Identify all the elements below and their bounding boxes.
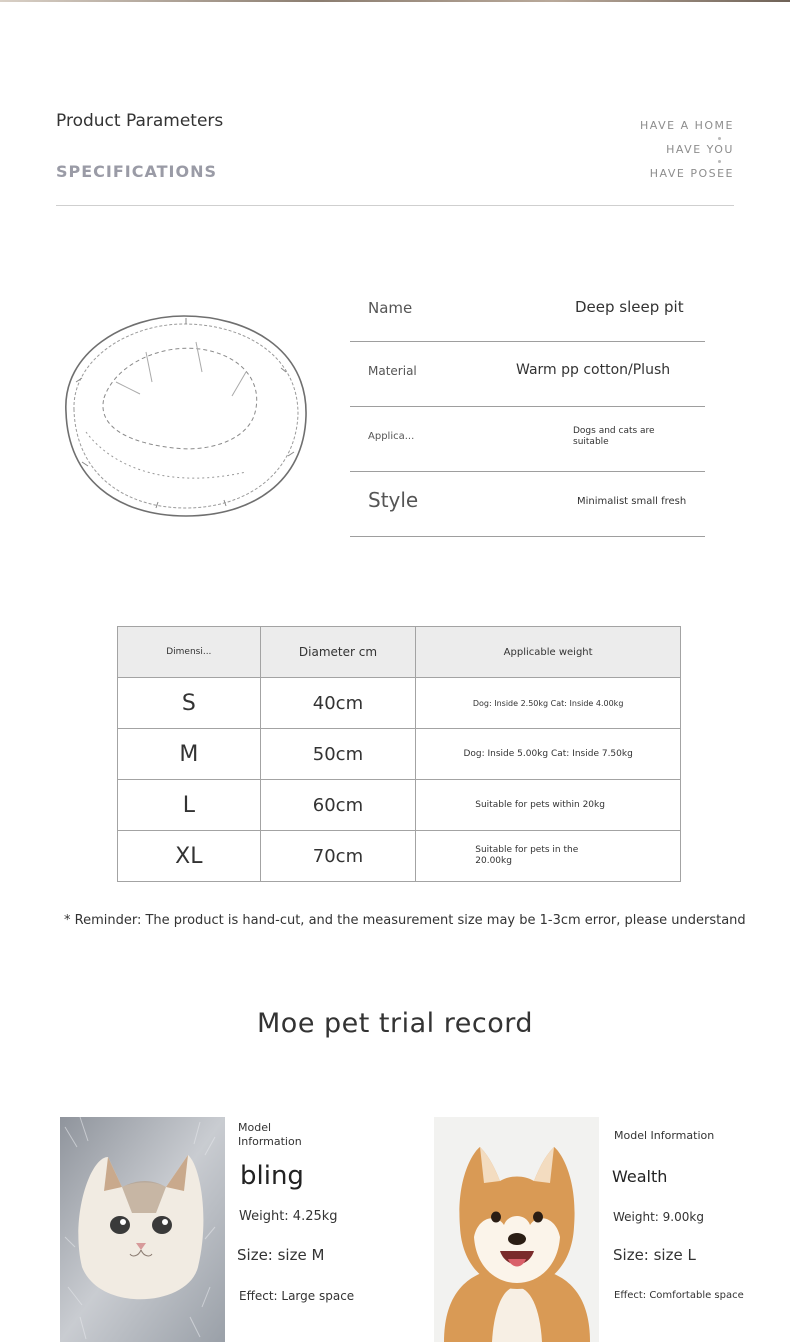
diameter-cell: 50cm <box>260 729 416 780</box>
model-effect: Effect: Large space <box>239 1289 355 1303</box>
table-header-cell: Dimensi... <box>118 627 261 678</box>
slogan-line-2: HAVE YOU <box>666 143 734 156</box>
table-header-row <box>118 627 681 678</box>
slogan-dot <box>718 137 721 140</box>
size-table <box>117 626 681 882</box>
model-name: bling <box>240 1161 304 1191</box>
spec-row-application <box>350 407 705 472</box>
model-weight: Weight: 4.25kg <box>239 1209 338 1224</box>
table-row <box>118 780 681 831</box>
spec-label: Name <box>368 299 413 317</box>
slogan-line-3: HAVE POSEE <box>649 167 734 180</box>
table-header-cell: Applicable weight <box>416 627 681 678</box>
reminder-note: * Reminder: The product is hand-cut, and the measurement size may be 1-3cm error, please understand <box>64 913 746 928</box>
size-cell: L <box>118 780 261 831</box>
spec-label: Applica... <box>368 431 415 442</box>
size-cell: S <box>118 678 261 729</box>
dog-photo <box>434 1117 599 1342</box>
size-cell: XL <box>118 831 261 882</box>
model-name: Wealth <box>612 1167 668 1186</box>
cat-photo <box>60 1117 225 1342</box>
trial-section-title: Moe pet trial record <box>257 1008 533 1039</box>
weight-cell: Dog: Inside 5.00kg Cat: Inside 7.50kg <box>416 729 681 780</box>
model-info-label: Model Information <box>238 1121 302 1148</box>
spec-value: Minimalist small fresh <box>577 496 687 507</box>
spec-value: Warm pp cotton/Plush <box>516 362 671 378</box>
spec-label: Style <box>368 488 419 512</box>
slogan-line-1: HAVE A HOME <box>640 119 734 132</box>
diameter-cell: 60cm <box>260 780 416 831</box>
model-info-label: Model Information <box>614 1129 715 1142</box>
spec-value: Deep sleep pit <box>575 298 684 316</box>
section-title: Product Parameters <box>56 111 224 131</box>
weight-cell: Suitable for pets in the 20.00kg <box>416 831 681 882</box>
model-size: Size: size M <box>237 1246 325 1264</box>
spec-value: Dogs and cats are suitable <box>573 426 655 447</box>
model-effect: Effect: Comfortable space <box>614 1290 744 1301</box>
size-cell: M <box>118 729 261 780</box>
section-subtitle: SPECIFICATIONS <box>56 162 218 181</box>
table-header-cell: Diameter cm <box>260 627 416 678</box>
slogan-dot <box>718 160 721 163</box>
header-divider <box>56 205 734 206</box>
model-weight: Weight: 9.00kg <box>613 1210 704 1224</box>
top-border <box>0 0 790 2</box>
diameter-cell: 70cm <box>260 831 416 882</box>
model-size: Size: size L <box>613 1246 696 1264</box>
table-row <box>118 678 681 729</box>
spec-row-style <box>350 472 705 537</box>
table-row <box>118 831 681 882</box>
spec-row-material <box>350 342 705 407</box>
spec-label: Material <box>368 364 417 378</box>
spec-row-name <box>350 277 705 342</box>
pet-bed-sketch <box>56 312 312 520</box>
weight-cell: Dog: Inside 2.50kg Cat: Inside 4.00kg <box>416 678 681 729</box>
table-row <box>118 729 681 780</box>
weight-cell: Suitable for pets within 20kg <box>416 780 681 831</box>
diameter-cell: 40cm <box>260 678 416 729</box>
